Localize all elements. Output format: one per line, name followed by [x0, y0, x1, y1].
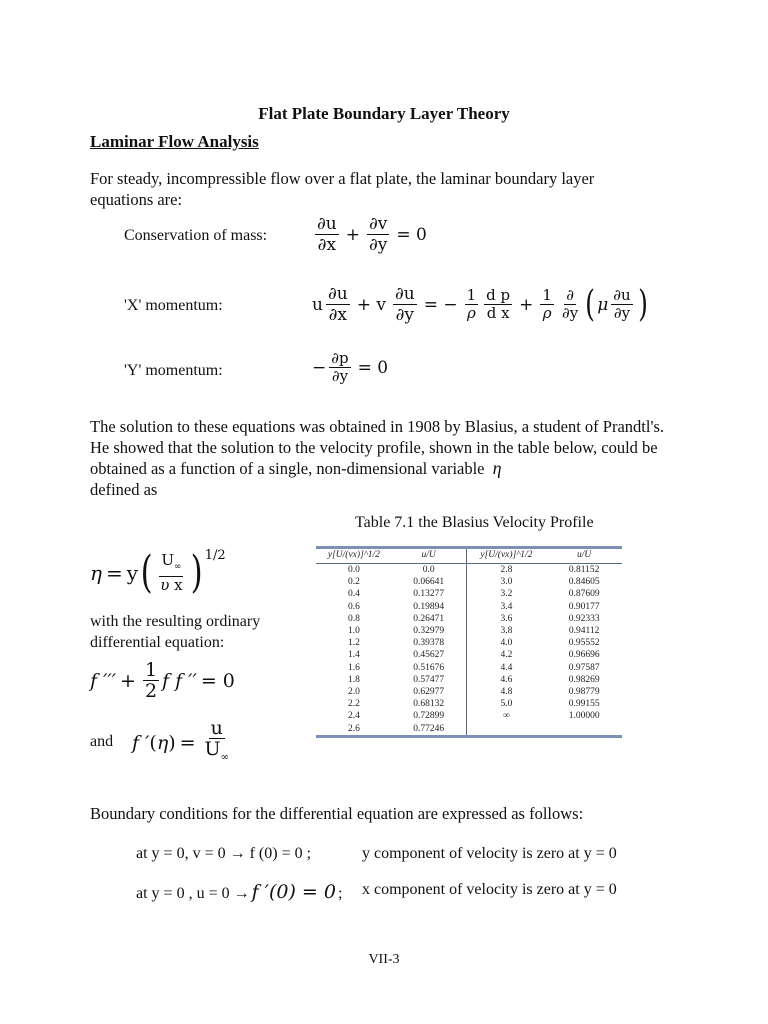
table-cell: 3.6	[500, 613, 513, 624]
table-cell: 0.95552	[568, 638, 600, 649]
x-momentum-label: 'X' momentum:	[124, 297, 223, 314]
table-cell: 1.2	[347, 638, 360, 649]
and-text: and	[90, 733, 114, 750]
eta-definition: η = y ( $\frac{U_\infty}{\text{υ x}}$ ) $^{1/2}$	[90, 547, 226, 598]
table-cell: 0.77246	[392, 722, 466, 734]
table-cell: 0.8	[347, 613, 360, 624]
col-header-u-1: u/U	[392, 549, 466, 564]
table-row	[316, 601, 622, 613]
table-cell: 0.87609	[568, 589, 600, 600]
bc1-description: y component of velocity is zero at y = 0	[362, 845, 617, 862]
table-cell: 0.19894	[392, 601, 466, 613]
table-header-row	[316, 549, 622, 564]
table-cell: 0.57477	[392, 674, 466, 686]
col-header-eta-2: y[U/(νx)]^1/2	[466, 549, 546, 564]
table-cell: 0.98269	[568, 674, 600, 685]
table-cell: 3.8	[500, 626, 513, 637]
table-row	[316, 637, 622, 649]
table-row	[316, 576, 622, 588]
table-cell: 0.84605	[568, 577, 600, 588]
ode-intro: with the resulting ordinary differential equation:	[90, 613, 261, 651]
table-cell: 0.68132	[392, 698, 466, 710]
blasius-table	[316, 546, 622, 738]
bc2-equation	[136, 881, 342, 903]
col-header-u-2: u/U	[546, 549, 622, 564]
bc1-equation: at y = 0, v = 0 → f (0) = 0 ;	[136, 845, 312, 862]
table-row	[316, 625, 622, 637]
table-cell: 0.51676	[392, 662, 466, 674]
table-cell: 1.4	[347, 650, 360, 661]
table-row	[316, 686, 622, 698]
table-cell: 0.26471	[392, 613, 466, 625]
page-number: VII-3	[368, 952, 400, 967]
col-header-eta-1: y[U/(νx)]^1/2	[316, 549, 392, 564]
y-momentum-equation: − $\frac{\partial p}{\partial y}$ = 0	[312, 349, 389, 385]
bc2-func: f ′(0) = 0	[251, 881, 336, 903]
table-cell: 0.97587	[568, 662, 600, 673]
table-cell: 0.32979	[392, 625, 466, 637]
table-cell: 0.13277	[392, 588, 466, 600]
table-cell: ∞	[503, 711, 510, 722]
table-cell: 0.99155	[568, 699, 600, 710]
intro-paragraph: For steady, incompressible flow over a flat plate, the laminar boundary layer equations are:	[90, 169, 595, 209]
bc2-description: x component of velocity is zero at y = 0	[362, 881, 617, 898]
table-cell: 2.0	[347, 686, 360, 697]
table-cell: 4.6	[500, 674, 513, 685]
solution-text: The solution to these equations was obtained in 1908 by Blasius, a student of Prandtl's. He showed that the solution to the velocity profile, shown in the table below, could be obtained as a function of a single, non-dimensional variable	[90, 417, 664, 478]
eta-symbol: η	[492, 458, 502, 478]
table-cell: 0.45627	[392, 649, 466, 661]
bc-intro: Boundary conditions for the differential equation are expressed as follows:	[90, 804, 584, 823]
table-cell: 2.6	[347, 723, 360, 734]
table-row	[316, 613, 622, 625]
table-cell: 0.39378	[392, 637, 466, 649]
table-cell	[466, 722, 546, 734]
table-cell: 2.4	[347, 711, 360, 722]
page-title: Flat Plate Boundary Layer Theory	[258, 104, 510, 123]
table-cell: 4.2	[500, 650, 513, 661]
table-cell: 2.8	[500, 565, 513, 576]
table-row	[316, 722, 622, 734]
table-cell: 0.98779	[568, 686, 600, 697]
table-cell: 0.94112	[568, 626, 600, 637]
table-cell: 4.8	[500, 686, 513, 697]
table-cell: 0.2	[347, 577, 360, 588]
table-cell: 1.8	[347, 674, 360, 685]
table-cell: 0.0	[347, 565, 360, 576]
table-cell: 4.4	[500, 662, 513, 673]
table-row	[316, 698, 622, 710]
table-cell: 4.0	[500, 638, 513, 649]
table-cell: 3.2	[500, 589, 513, 600]
table-row	[316, 674, 622, 686]
defined-as-text: defined as	[90, 480, 158, 499]
table-cell: 3.4	[500, 601, 513, 612]
mass-equation: $\frac{\partial u}{\partial x}$ + $\frac{\partial v}{\partial y}$ = 0	[317, 214, 427, 255]
table-cell: 0.4	[347, 589, 360, 600]
table-cell: 0.81152	[568, 565, 600, 576]
ode-equation: f ′′′ + $\frac{1}{2}$ f f ′′ = 0	[90, 659, 235, 702]
table-cell: 0.06641	[392, 576, 466, 588]
section-heading: Laminar Flow Analysis	[90, 132, 259, 151]
table-cell: 3.0	[500, 577, 513, 588]
table-cell: 0.90177	[568, 601, 600, 612]
table-cell: 2.2	[347, 699, 360, 710]
table-cell: 0.92333	[568, 613, 600, 624]
bc2-suffix: ;	[337, 885, 343, 902]
solution-paragraph	[90, 416, 670, 500]
table-row	[316, 588, 622, 600]
bc2-prefix: at y = 0 , u = 0 →	[136, 885, 250, 902]
table-cell	[546, 722, 622, 734]
table-cell: 0.96696	[568, 650, 600, 661]
table-row	[316, 710, 622, 722]
y-momentum-label: 'Y' momentum:	[124, 362, 223, 379]
table-cell: 0.0	[392, 564, 466, 577]
table-cell: 0.72899	[392, 710, 466, 722]
x-momentum-equation: u $\frac{\partial u}{\partial x}$ + v $\frac{\partial u}{\partial y}$ = − $\frac{1}{\rho}$ $\frac{\text{d p}}{\text{d x}}$ + $\frac{1}{\rho}$ $\frac{\partial}{\partial y}$ ( μ $\frac{\partial u}{\partial y}$ )	[312, 283, 648, 325]
table-row	[316, 564, 622, 577]
table-cell: 1.00000	[568, 711, 600, 722]
table-cell: 0.62977	[392, 686, 466, 698]
mass-label: Conservation of mass:	[124, 227, 268, 244]
table-row	[316, 662, 622, 674]
table-row	[316, 649, 622, 661]
table-caption: Table 7.1 the Blasius Velocity Profile	[355, 514, 594, 531]
table-cell: 1.0	[347, 626, 360, 637]
table-cell: 5.0	[500, 699, 513, 710]
table-cell: 0.6	[347, 601, 360, 612]
velocity-ratio-equation: f ′ ( η ) = $\frac{u}{U_\infty}$	[132, 717, 229, 763]
table-cell: 1.6	[347, 662, 360, 673]
